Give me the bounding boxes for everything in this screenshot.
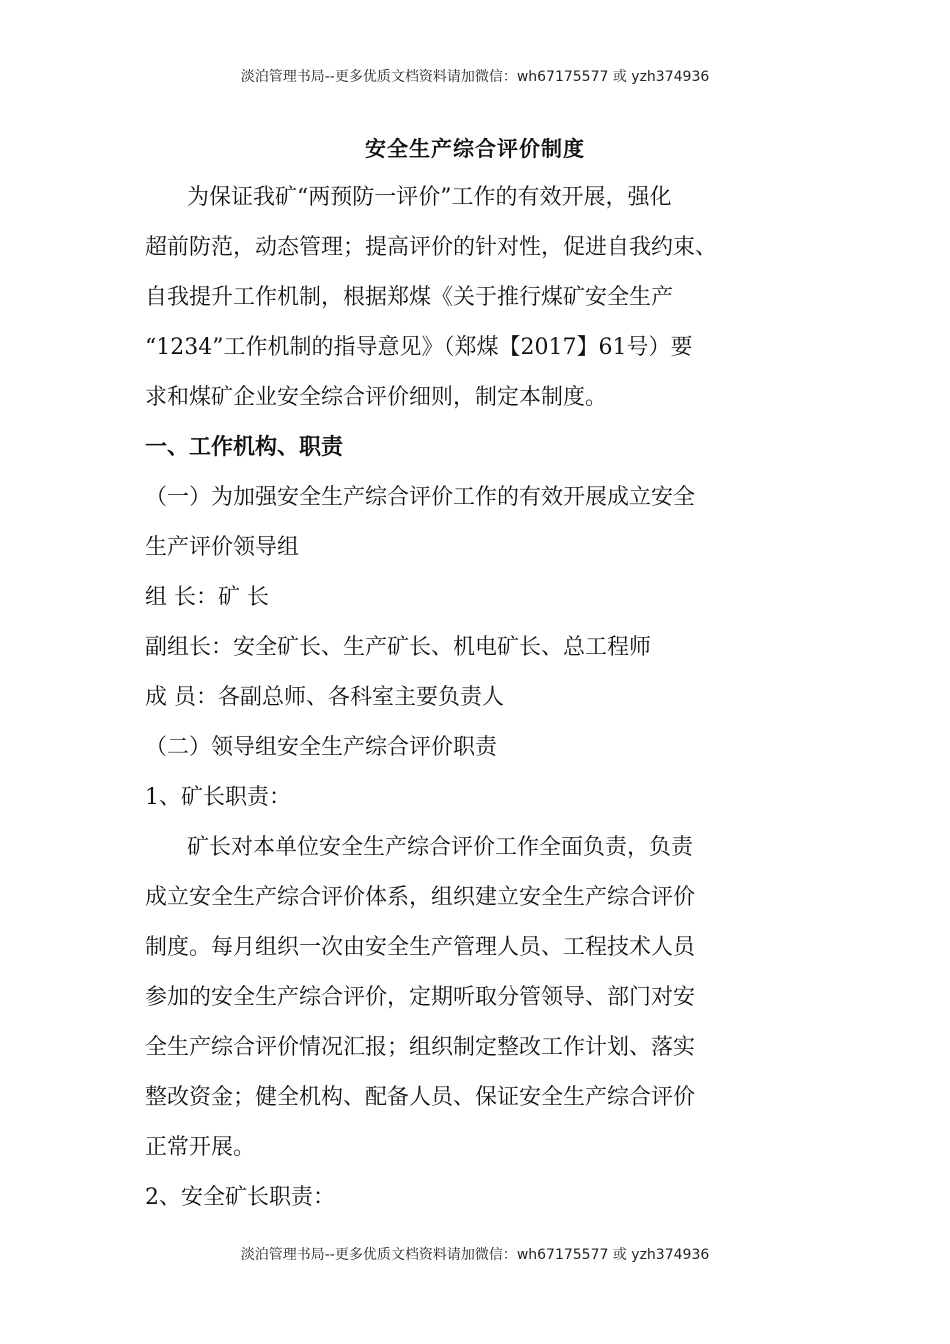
paragraph-line: 生产评价领导组 — [145, 535, 300, 560]
paragraph-line: 求和煤矿企业安全综合评价细则，制定本制度。 — [145, 385, 608, 410]
paragraph-line: 2、安全矿长职责： — [145, 1185, 335, 1210]
paragraph-line: 成 员：各副总师、各科室主要负责人 — [145, 685, 504, 710]
paragraph-line: （一）为加强安全生产综合评价工作的有效开展成立安全 — [145, 485, 696, 510]
section-heading: 一、工作机构、职责 — [145, 435, 344, 460]
paragraph-line: 自我提升工作机制，根据郑煤《关于推行煤矿安全生产 — [145, 285, 674, 310]
paragraph-line: 副组长：安全矿长、生产矿长、机电矿长、总工程师 — [145, 635, 652, 660]
paragraph-line: 组 长：矿 长 — [145, 585, 269, 610]
page-header: 淡泊管理书局--更多优质文档资料请加微信：wh67175577 或 yzh374936 — [240, 69, 710, 85]
paragraph-line: 成立安全生产综合评价体系，组织建立安全生产综合评价 — [145, 885, 696, 910]
paragraph-line: 参加的安全生产综合评价，定期听取分管领导、部门对安 — [145, 985, 696, 1010]
paragraph-line: 整改资金；健全机构、配备人员、保证安全生产综合评价 — [145, 1085, 696, 1110]
document-title: 安全生产综合评价制度 — [365, 137, 585, 161]
paragraph-line: 制度。每月组织一次由安全生产管理人员、工程技术人员 — [145, 935, 696, 960]
paragraph-line: 超前防范，动态管理；提高评价的针对性，促进自我约束、 — [145, 235, 718, 260]
paragraph-line: 正常开展。 — [145, 1135, 256, 1160]
paragraph-line: 全生产综合评价情况汇报；组织制定整改工作计划、落实 — [145, 1035, 696, 1060]
paragraph-line: 为保证我矿“两预防一评价”工作的有效开展，强化 — [165, 185, 672, 210]
paragraph-line: 矿长对本单位安全生产综合评价工作全面负责，负责 — [165, 835, 694, 860]
paragraph-line: 1、矿长职责： — [145, 785, 291, 810]
paragraph-line: “1234”工作机制的指导意见》（郑煤【2017】61号）要 — [145, 335, 693, 360]
paragraph-line: （二）领导组安全生产综合评价职责 — [145, 735, 498, 760]
page-footer: 淡泊管理书局--更多优质文档资料请加微信：wh67175577 或 yzh374936 — [240, 1247, 710, 1263]
